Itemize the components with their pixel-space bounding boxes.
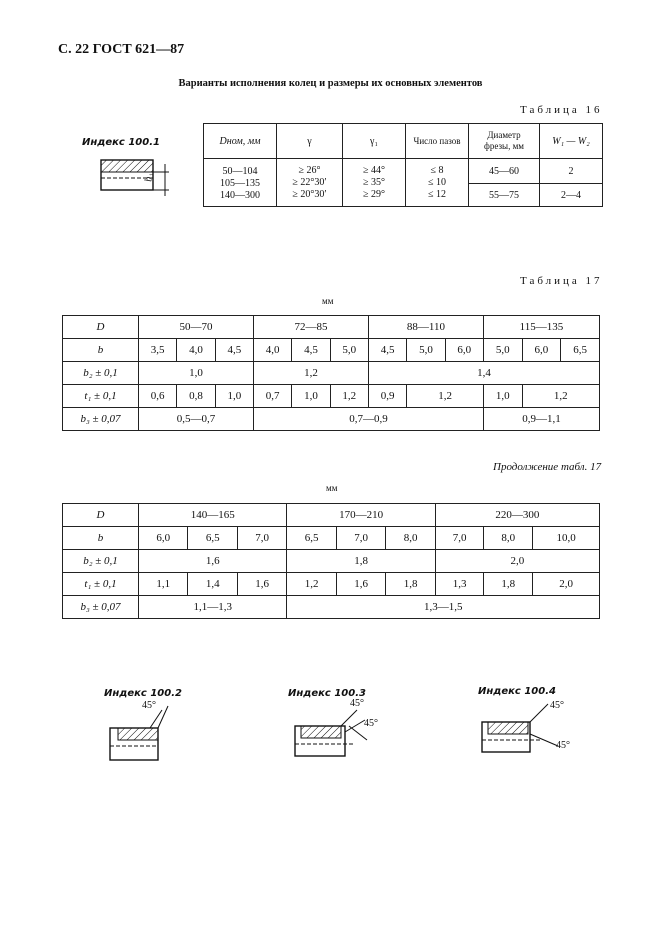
table17-cont xyxy=(62,503,600,619)
t16-d-values xyxy=(204,159,277,207)
t17-b2-2: 1,4 xyxy=(368,362,599,385)
t17-b3-2: 0,9—1,1 xyxy=(483,408,599,431)
t17-label-b3: b₃ ± 0,07 xyxy=(63,408,139,431)
t16-d-2: 140—300 xyxy=(220,190,260,201)
t17c-t1-cell: 1,3 xyxy=(435,573,484,596)
t16-slots-1: ≤ 10 xyxy=(428,176,446,188)
figure-100-2-angle: 45° xyxy=(142,700,156,711)
t17-label-D: D xyxy=(63,316,139,339)
figure-100-4-angle2: 45° xyxy=(556,740,570,751)
t16-d-0: 50—104 xyxy=(222,166,258,177)
t17-D-1: 72—85 xyxy=(253,316,368,339)
page-header: С. 22 ГОСТ 621—87 xyxy=(58,42,185,57)
t17c-b-cell: 7,0 xyxy=(336,527,385,550)
t17-b-cell: 3,5 xyxy=(139,339,177,362)
table17-cont-unit: мм xyxy=(326,483,338,493)
t16-header-slots: Число пазов xyxy=(406,124,469,159)
figure-100-1-label: Индекс 100.1 xyxy=(82,137,160,148)
figure-100-2-label: Индекс 100.2 xyxy=(104,688,182,699)
t16-gamma1-1: ≥ 35° xyxy=(363,176,385,188)
t16-header-gamma: γ xyxy=(277,124,343,159)
t16-d-1: 105—135 xyxy=(220,178,260,189)
t17c-t1-cell: 2,0 xyxy=(533,573,600,596)
t17c-b-cell: 6,5 xyxy=(188,527,237,550)
t17c-b3-0: 1,1—1,3 xyxy=(139,596,287,619)
t17c-b-cell: 10,0 xyxy=(533,527,600,550)
t17c-D-2: 220—300 xyxy=(435,504,599,527)
t17c-b-cell: 7,0 xyxy=(435,527,484,550)
t17-t1-cell: 0,8 xyxy=(177,385,215,408)
figure-100-1-dim: b₁ xyxy=(143,173,155,182)
t17c-b-cell: 6,5 xyxy=(287,527,336,550)
t16-slots-values xyxy=(406,159,469,207)
figure-100-4-label: Индекс 100.4 xyxy=(478,686,556,697)
figure-100-3-drawing xyxy=(295,700,385,770)
t17c-label-b: b xyxy=(63,527,139,550)
t17-b-cell: 4,5 xyxy=(368,339,406,362)
t17c-t1-cell: 1,6 xyxy=(237,573,286,596)
table16 xyxy=(203,123,603,207)
t17c-b2-0: 1,6 xyxy=(139,550,287,573)
t17c-t1-cell: 1,8 xyxy=(386,573,435,596)
t16-cutter-0: 45—60 xyxy=(469,159,540,184)
t16-header-d: Dном, мм xyxy=(204,124,277,159)
t17-t1-cell: 1,2 xyxy=(522,385,599,408)
figure-100-3-label: Индекс 100.3 xyxy=(288,688,366,699)
t17-t1-cell: 1,0 xyxy=(215,385,253,408)
t16-header-gamma1: γ₁ xyxy=(343,124,406,159)
table16-label: Таблица 16 xyxy=(520,104,603,116)
t17-b-cell: 5,0 xyxy=(407,339,445,362)
section-title: Варианты исполнения колец и размеры их основных элементов xyxy=(178,78,483,89)
t17-b2-1: 1,2 xyxy=(253,362,368,385)
t17-b-cell: 4,5 xyxy=(292,339,330,362)
t16-gamma1-0: ≥ 44° xyxy=(363,164,385,176)
t17c-label-D: D xyxy=(63,504,139,527)
table17-label: Таблица 17 xyxy=(520,275,603,287)
t17-b-cell: 6,0 xyxy=(445,339,483,362)
t16-header-cutter-line1: Диаметр xyxy=(487,130,521,140)
t17-b2-0: 1,0 xyxy=(139,362,254,385)
t17-t1-cell: 1,2 xyxy=(330,385,368,408)
t17c-b-cell: 7,0 xyxy=(237,527,286,550)
figure-100-3-angle2: 45° xyxy=(364,718,378,729)
t16-gamma1-2: ≥ 29° xyxy=(363,188,385,200)
t17c-label-b3: b₃ ± 0,07 xyxy=(63,596,139,619)
t17-D-3: 115—135 xyxy=(483,316,599,339)
table17-cont-label: Продолжение табл. 17 xyxy=(493,461,602,473)
t16-gamma-1: ≥ 22°30′ xyxy=(292,176,327,188)
t16-gamma1-values xyxy=(343,159,406,207)
t17-label-t1: t₁ ± 0,1 xyxy=(63,385,139,408)
t16-gamma-values xyxy=(277,159,343,207)
t16-w-0: 2 xyxy=(540,159,603,184)
figure-100-1-drawing xyxy=(95,150,175,200)
t17-b-cell: 6,5 xyxy=(561,339,600,362)
t16-header-cutter xyxy=(469,124,540,159)
figure-100-4-angle1: 45° xyxy=(550,700,564,711)
t17-b-cell: 4,0 xyxy=(177,339,215,362)
t16-w-1: 2—4 xyxy=(540,184,603,207)
t17-b-cell: 5,0 xyxy=(330,339,368,362)
t17-t1-cell: 0,6 xyxy=(139,385,177,408)
t16-header-w: W₁ — W₂ xyxy=(540,124,603,159)
t17-b3-0: 0,5—0,7 xyxy=(139,408,254,431)
t17c-t1-cell: 1,8 xyxy=(484,573,533,596)
t16-gamma-2: ≥ 20°30′ xyxy=(292,188,327,200)
t17-t1-cell: 1,2 xyxy=(407,385,484,408)
table17-unit: мм xyxy=(322,296,334,306)
t17-b-cell: 4,5 xyxy=(215,339,253,362)
t17c-b-cell: 8,0 xyxy=(386,527,435,550)
t17-b-cell: 6,0 xyxy=(522,339,561,362)
t17c-t1-cell: 1,1 xyxy=(139,573,188,596)
t17-D-2: 88—110 xyxy=(368,316,483,339)
t17-t1-cell: 0,9 xyxy=(368,385,406,408)
figure-100-3-angle1: 45° xyxy=(350,698,364,709)
t17c-b3-1: 1,3—1,5 xyxy=(287,596,600,619)
t17-b-cell: 5,0 xyxy=(483,339,522,362)
t16-header-cutter-line2: фрезы, мм xyxy=(484,141,524,151)
t17c-D-1: 170—210 xyxy=(287,504,435,527)
t17-b-cell: 4,0 xyxy=(253,339,291,362)
t16-slots-0: ≤ 8 xyxy=(430,164,444,176)
t16-gamma-0: ≥ 26° xyxy=(298,164,321,176)
t17c-t1-cell: 1,4 xyxy=(188,573,237,596)
t17-label-b: b xyxy=(63,339,139,362)
t17-b3-1: 0,7—0,9 xyxy=(253,408,483,431)
t17-t1-cell: 1,0 xyxy=(292,385,330,408)
t16-slots-2: ≤ 12 xyxy=(428,188,446,200)
t17c-t1-cell: 1,6 xyxy=(336,573,385,596)
t17-t1-cell: 1,0 xyxy=(483,385,522,408)
t17-label-b2: b₂ ± 0,1 xyxy=(63,362,139,385)
t17c-D-0: 140—165 xyxy=(139,504,287,527)
t17c-b-cell: 8,0 xyxy=(484,527,533,550)
table17 xyxy=(62,315,600,431)
t17c-b2-2: 2,0 xyxy=(435,550,599,573)
t17-D-0: 50—70 xyxy=(139,316,254,339)
t17c-label-t1: t₁ ± 0,1 xyxy=(63,573,139,596)
t17c-b-cell: 6,0 xyxy=(139,527,188,550)
t17c-b2-1: 1,8 xyxy=(287,550,435,573)
t17-t1-cell: 0,7 xyxy=(253,385,291,408)
t16-cutter-1: 55—75 xyxy=(469,184,540,207)
t17c-label-b2: b₂ ± 0,1 xyxy=(63,550,139,573)
t17c-t1-cell: 1,2 xyxy=(287,573,336,596)
